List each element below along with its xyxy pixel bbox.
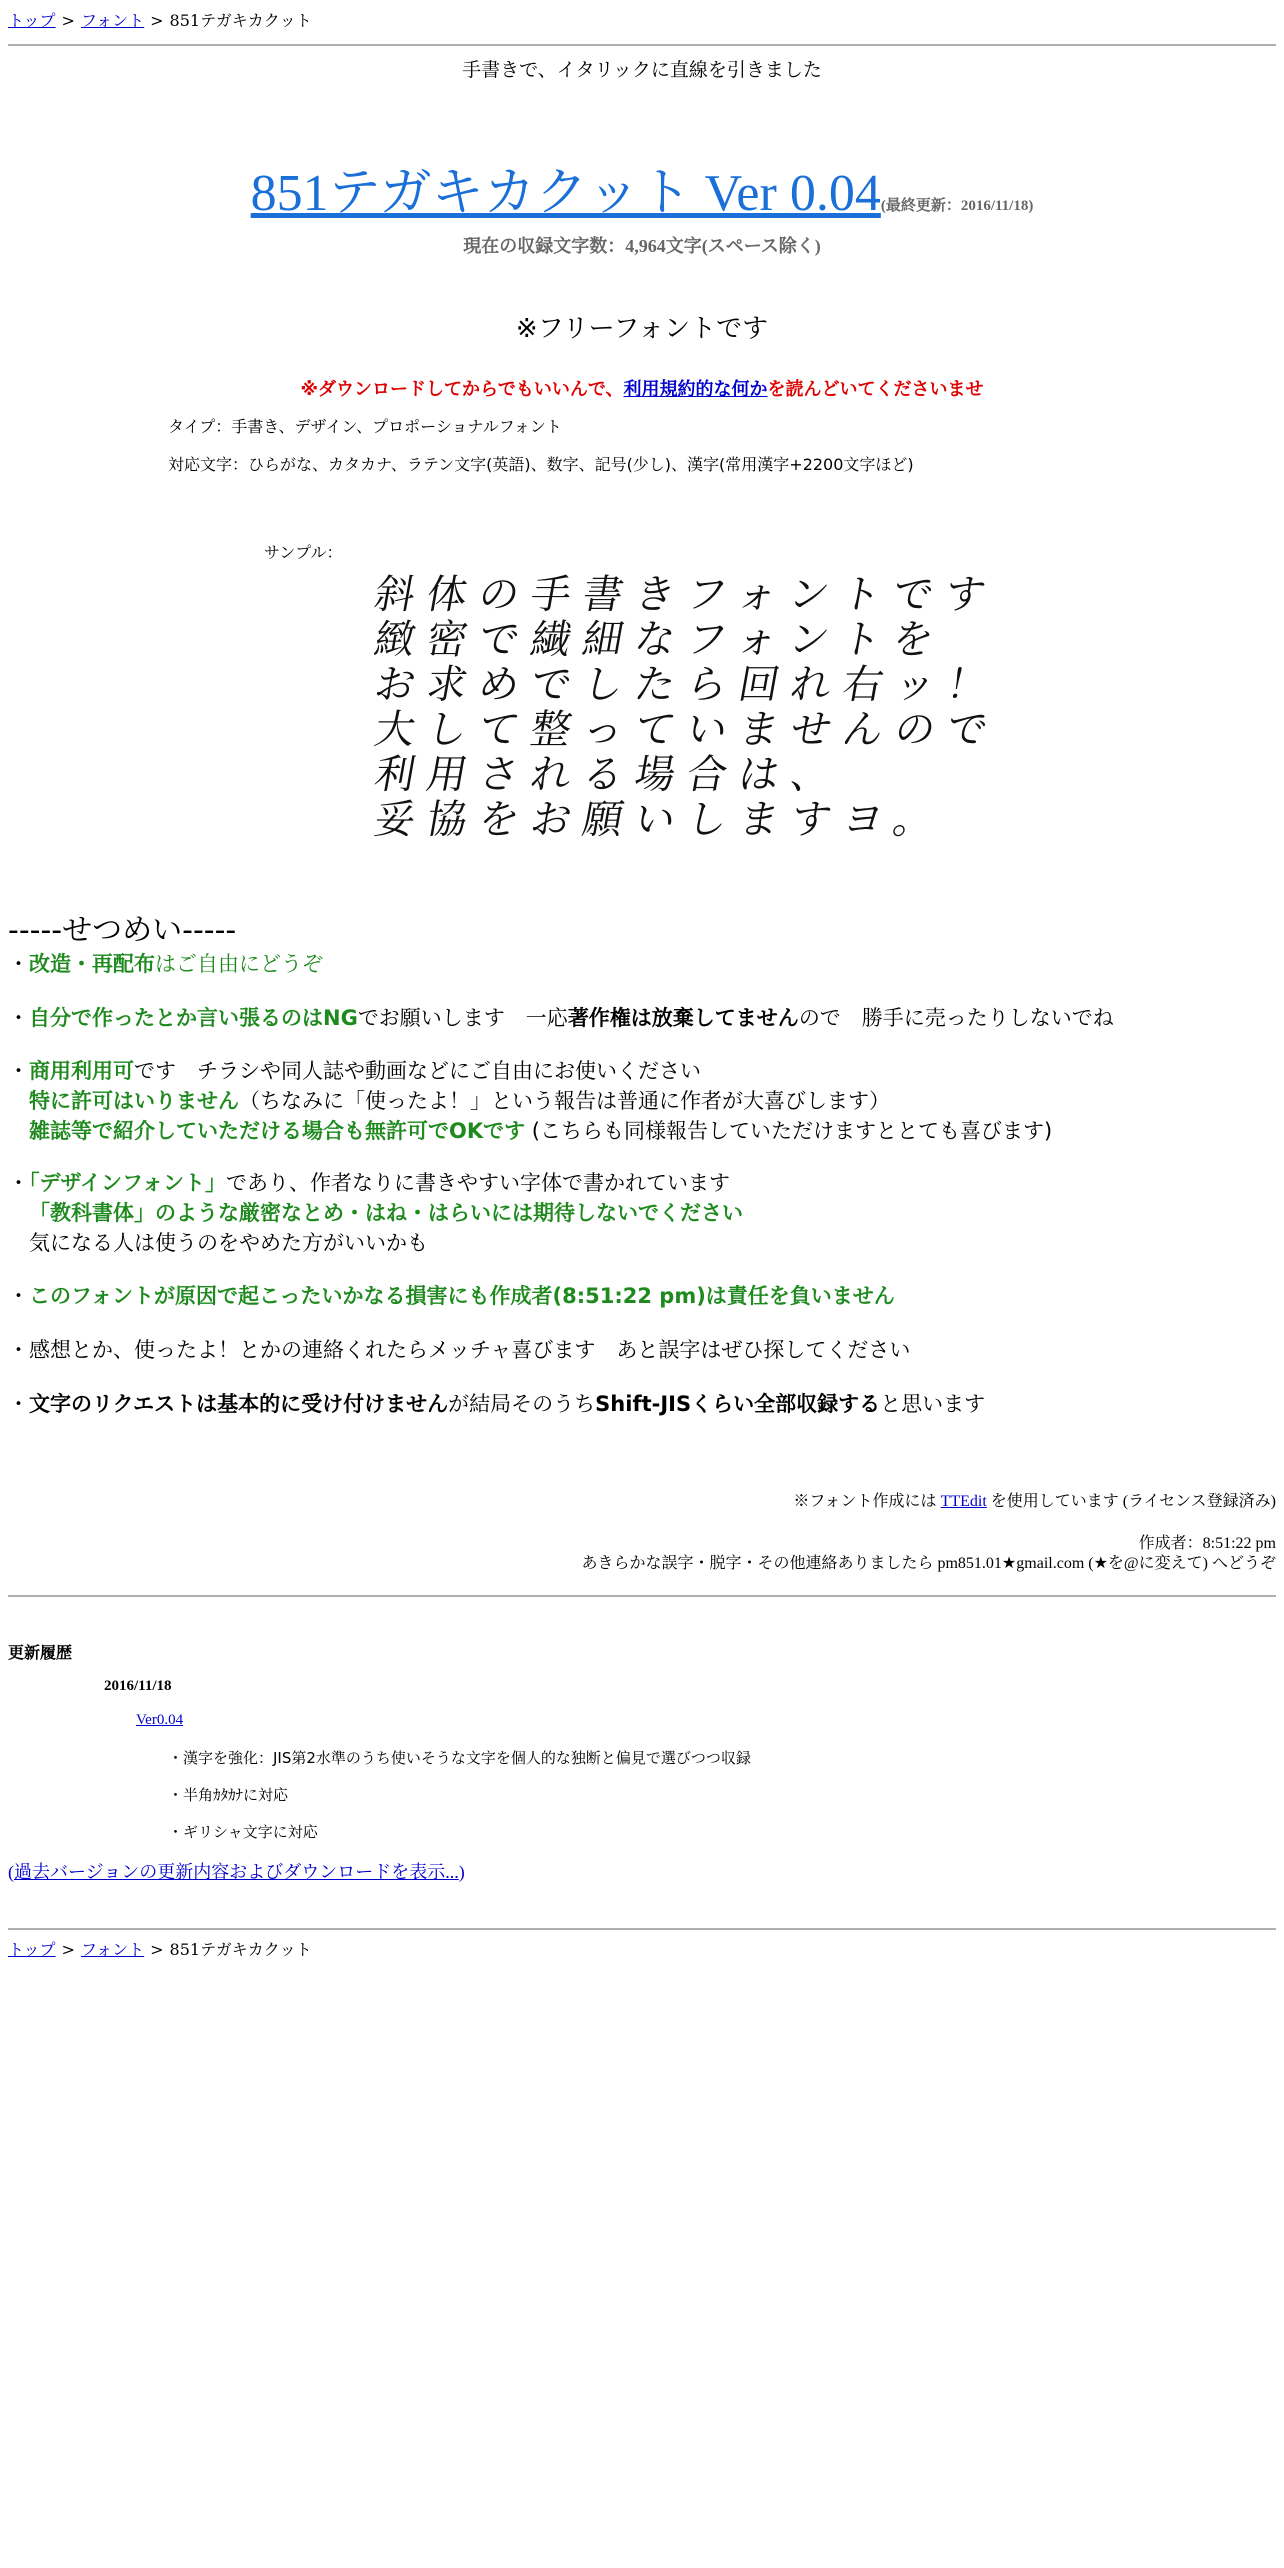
explanation-emphasis: 特に許可はいりません — [29, 1089, 239, 1113]
contact-info: あきらかな誤字・脱字・その他連絡ありましたら pm851.01★gmail.com (★を@に変えて) へどうぞ — [581, 1555, 1276, 1572]
sample-line: 緻密で繊細なフォントを — [371, 617, 950, 663]
explanation-item — [8, 1056, 1052, 1146]
explanation-emphasis: 「デザインフォント」 — [29, 1171, 226, 1195]
breadcrumb-top — [8, 8, 312, 31]
supported-characters: 対応文字：ひらがな、カタカナ、ラテン文字(英語)、数字、記号(少し)、漢字(常用漢字+2200文字ほど) — [168, 455, 914, 474]
history-heading: 更新履歴 — [8, 1645, 73, 1662]
explanation-text: (こちらも同様報告していただけますととても喜びます) — [525, 1119, 1053, 1143]
sample-label: サンプル： — [264, 543, 343, 562]
sample-line: 斜体の手書きフォントです — [371, 572, 1002, 618]
explanation-emphasis: このフォントが原因で起こったいかなる損害にも作成者(8:51:22 pm)は責任を負いません — [29, 1284, 895, 1308]
breadcrumb-bottom — [8, 1937, 312, 1960]
divider — [8, 44, 1276, 46]
tool-credit-pre: ※フォント作成には — [793, 1493, 941, 1510]
history-item: ・ギリシャ文字に対応 — [168, 1823, 318, 1841]
past-versions-link[interactable]: 過去バージョンの更新内容およびダウンロードを表示... — [14, 1862, 459, 1882]
font-sample-image — [371, 572, 1004, 843]
title-row — [0, 150, 1284, 225]
ttedit-link[interactable]: TTEdit — [940, 1493, 987, 1510]
explanation-heading: -----せつめい----- — [8, 913, 237, 948]
explanation-item: ・感想とか、使ったよ！とかの連絡くれたらメッチャ喜びます あと誤字はぜひ探してください — [8, 1338, 911, 1362]
explanation-text: 気になる人は使うのをやめた方がいいかも — [29, 1231, 428, 1255]
author-credit: 作成者：8:51:22 pm — [1138, 1535, 1276, 1552]
explanation-text: （ちなみに「使ったよ！」という報告は普通に作者が大喜びします） — [239, 1089, 890, 1113]
explanation-emphasis: 商用利用可 — [29, 1059, 134, 1083]
history-item: ・半角ｶﾀｶﾅに対応 — [168, 1786, 289, 1804]
explanation-item — [8, 948, 323, 978]
free-font-note: ※フリーフォントです — [515, 314, 769, 344]
explanation-item — [8, 1168, 743, 1258]
bullet: ・ — [8, 1284, 29, 1308]
explanation-emphasis: 自分で作ったとか言い張るのはNG — [29, 1006, 358, 1030]
explanation-text: です チラシや同人誌や動画などにご自由にお使いください — [134, 1059, 701, 1083]
tagline: 手書きで、イタリックに直線を引きました — [462, 59, 822, 81]
breadcrumb-separator: > — [150, 1940, 164, 1959]
explanation-text: が結局そのうち — [448, 1392, 596, 1416]
bullet: ・ — [8, 1059, 29, 1083]
last-updated: (最終更新：2016/11/18) — [880, 198, 1034, 214]
explanation-text: はご自由にどうぞ — [155, 952, 323, 976]
explanation-item — [8, 1280, 895, 1310]
explanation-text: であり、作者なりに書きやすい字体で書かれています — [225, 1171, 730, 1195]
breadcrumb-link-top[interactable]: トップ — [8, 11, 56, 30]
breadcrumb-link-top[interactable]: トップ — [8, 1940, 56, 1959]
font-type: タイプ：手書き、デザイン、プロポーショナルフォント — [168, 417, 562, 436]
history-item: ・漢字を強化：JIS第2水準のうち使いそうな文字を個人的な独断と偏見で選びつつ収録 — [168, 1749, 751, 1767]
breadcrumb-current: 851テガキカクット — [169, 1940, 312, 1959]
bullet: ・ — [8, 1006, 29, 1030]
breadcrumb-separator: > — [61, 1940, 75, 1959]
explanation-text: と思います — [880, 1392, 986, 1416]
terms-notice — [0, 375, 1284, 401]
explanation-text: ので 勝手に売ったりしないでね — [798, 1006, 1114, 1030]
explanation-emphasis: 「教科書体」のような厳密なとめ・はね・はらいには期待しないでください — [29, 1201, 743, 1225]
explanation-emphasis: 改造・再配布 — [29, 952, 155, 976]
bullet: ・ — [8, 952, 29, 976]
explanation-bold: 文字のリクエストは基本的に受け付けません — [29, 1392, 449, 1416]
past-versions — [8, 1858, 465, 1884]
paren: ) — [458, 1862, 465, 1882]
font-title-link[interactable]: 851テガキカクット Ver 0.04 — [250, 165, 881, 222]
sample-line: お求めでしたら回れ右ッ！ — [371, 662, 1004, 708]
history-date: 2016/11/18 — [104, 1678, 172, 1694]
explanation-text: でお願いします 一応 — [357, 1006, 568, 1030]
bullet: ・ — [8, 1392, 29, 1416]
breadcrumb-separator: > — [61, 11, 75, 30]
paren: ( — [8, 1862, 14, 1882]
tool-credit-post: を使用しています (ライセンス登録済み) — [986, 1493, 1276, 1510]
breadcrumb-separator: > — [150, 11, 164, 30]
terms-link[interactable]: 利用規約的な何か — [623, 379, 768, 400]
bullet: ・ — [8, 1171, 29, 1195]
divider — [8, 1928, 1276, 1930]
explanation-bold: 著作権は放棄してません — [567, 1006, 799, 1030]
sample-line: 大して整っていませんので — [371, 707, 1004, 753]
tool-credit — [793, 1488, 1276, 1511]
explanation-emphasis: 雑誌等で紹介していただける場合も無許可でOKです — [29, 1119, 526, 1143]
history-version-link[interactable]: Ver0.04 — [136, 1712, 184, 1728]
terms-notice-pre: ※ダウンロードしてからでもいいんで、 — [300, 379, 624, 400]
explanation-bold: Shift-JISくらい全部収録する — [595, 1392, 881, 1416]
terms-notice-post: を読んどいてくださいませ — [767, 379, 984, 400]
sample-line: 利用される場合は、 — [371, 752, 848, 798]
breadcrumb-link-fonts[interactable]: フォント — [80, 1940, 145, 1959]
explanation-item — [8, 1388, 985, 1418]
sample-line: 妥協をお願いしますヨ。 — [371, 797, 950, 843]
glyph-count: 現在の収録文字数：4,964文字(スペース除く) — [463, 236, 821, 256]
breadcrumb-link-fonts[interactable]: フォント — [80, 11, 145, 30]
divider — [8, 1595, 1276, 1597]
explanation-item — [8, 1002, 1114, 1032]
breadcrumb-current: 851テガキカクット — [169, 11, 312, 30]
